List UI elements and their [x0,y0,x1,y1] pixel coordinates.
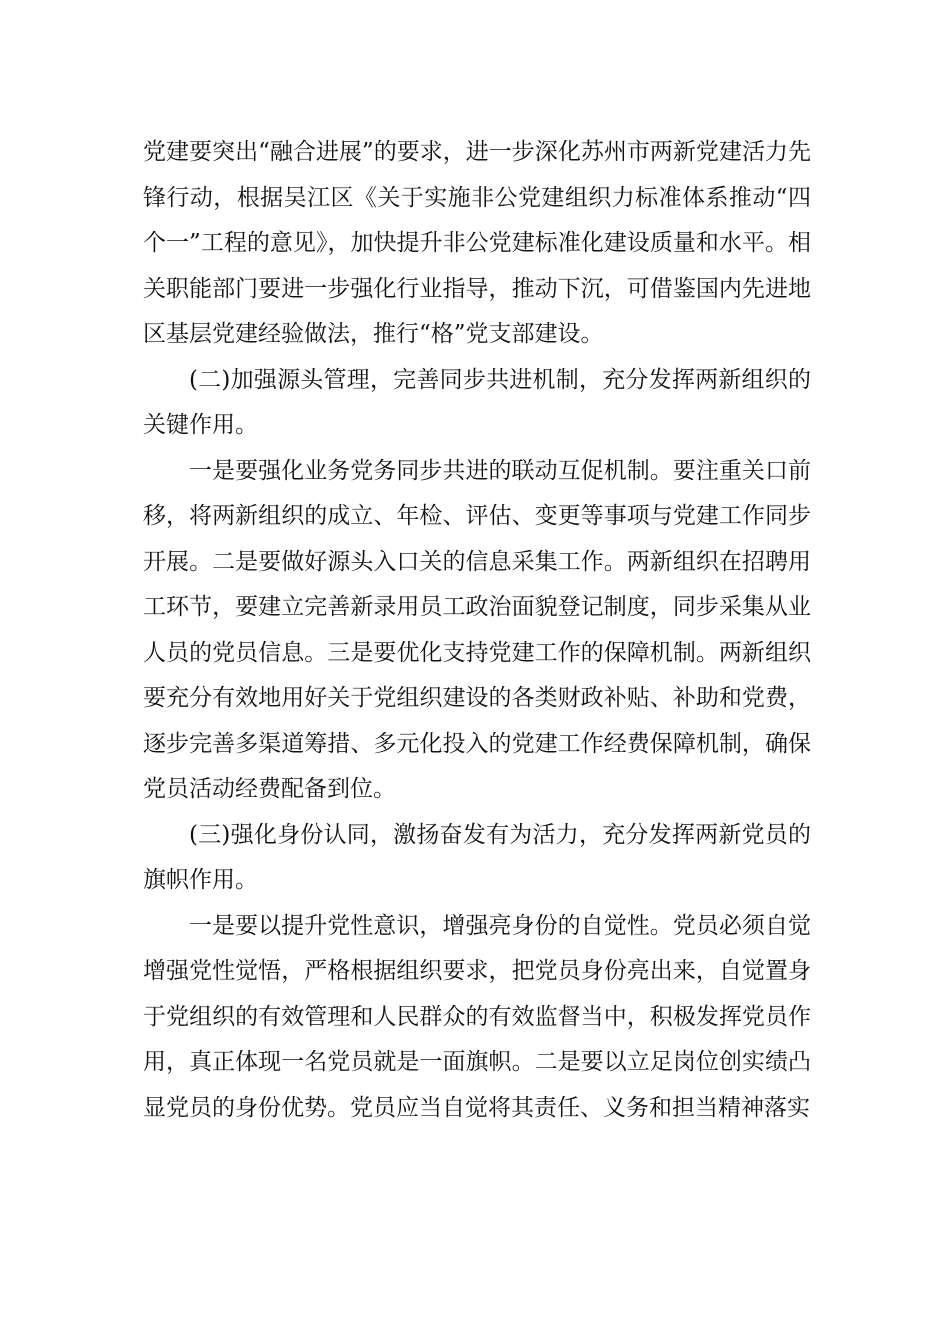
section-heading-three: (三)强化身份认同，激扬奋发有为活力，充分发挥两新党员的旗帜作用。 [143,821,811,893]
document-body [143,130,811,1131]
paragraph-identity: 一是要以提升党性意识，增强亮身份的自觉性。党员必须自觉增强党性觉悟，严格根据组织要求，把党员身份亮出来，自觉置身于党组织的有效管理和人民群众的有效监督当中，积极发挥党员作用，真正体现一名党员就是一面旗帜。二是要以立足岗位创实绩凸显党员的身份优势。党员应当自觉将其责任、义务和担当精神落实 [143,912,811,1121]
paragraph-source-management: 一是要强化业务党务同步共进的联动互促机制。要注重关口前移，将两新组织的成立、年检、评估、变更等事项与党建工作同步开展。二是要做好源头入口关的信息采集工作。两新组织在招聘用工环节，要建立完善新录用员工政治面貌登记制度，同步采集从业人员的党员信息。三是要优化支持党建工作的保障机制。两新组织要充分有效地用好关于党组织建设的各类财政补贴、补助和党费，逐步完善多渠道筹措、多元化投入的党建工作经费保障机制，确保党员活动经费配备到位。 [143,457,811,802]
paragraph-continuation: 党建要突出“融合进展”的要求，进一步深化苏州市两新党建活力先锋行动，根据吴江区《关于实施非公党建组织力标准体系推动“四个一”工程的意见》，加快提升非公党建标准化建设质量和水平。相关职能部门要进一步强化行业指导，推动下沉，可借鉴国内先进地区基层党建经验做法，推行“格”党支部建设。 [143,139,811,347]
section-heading-two: (二)加强源头管理，完善同步共进机制，充分发挥两新组织的关键作用。 [143,366,811,438]
